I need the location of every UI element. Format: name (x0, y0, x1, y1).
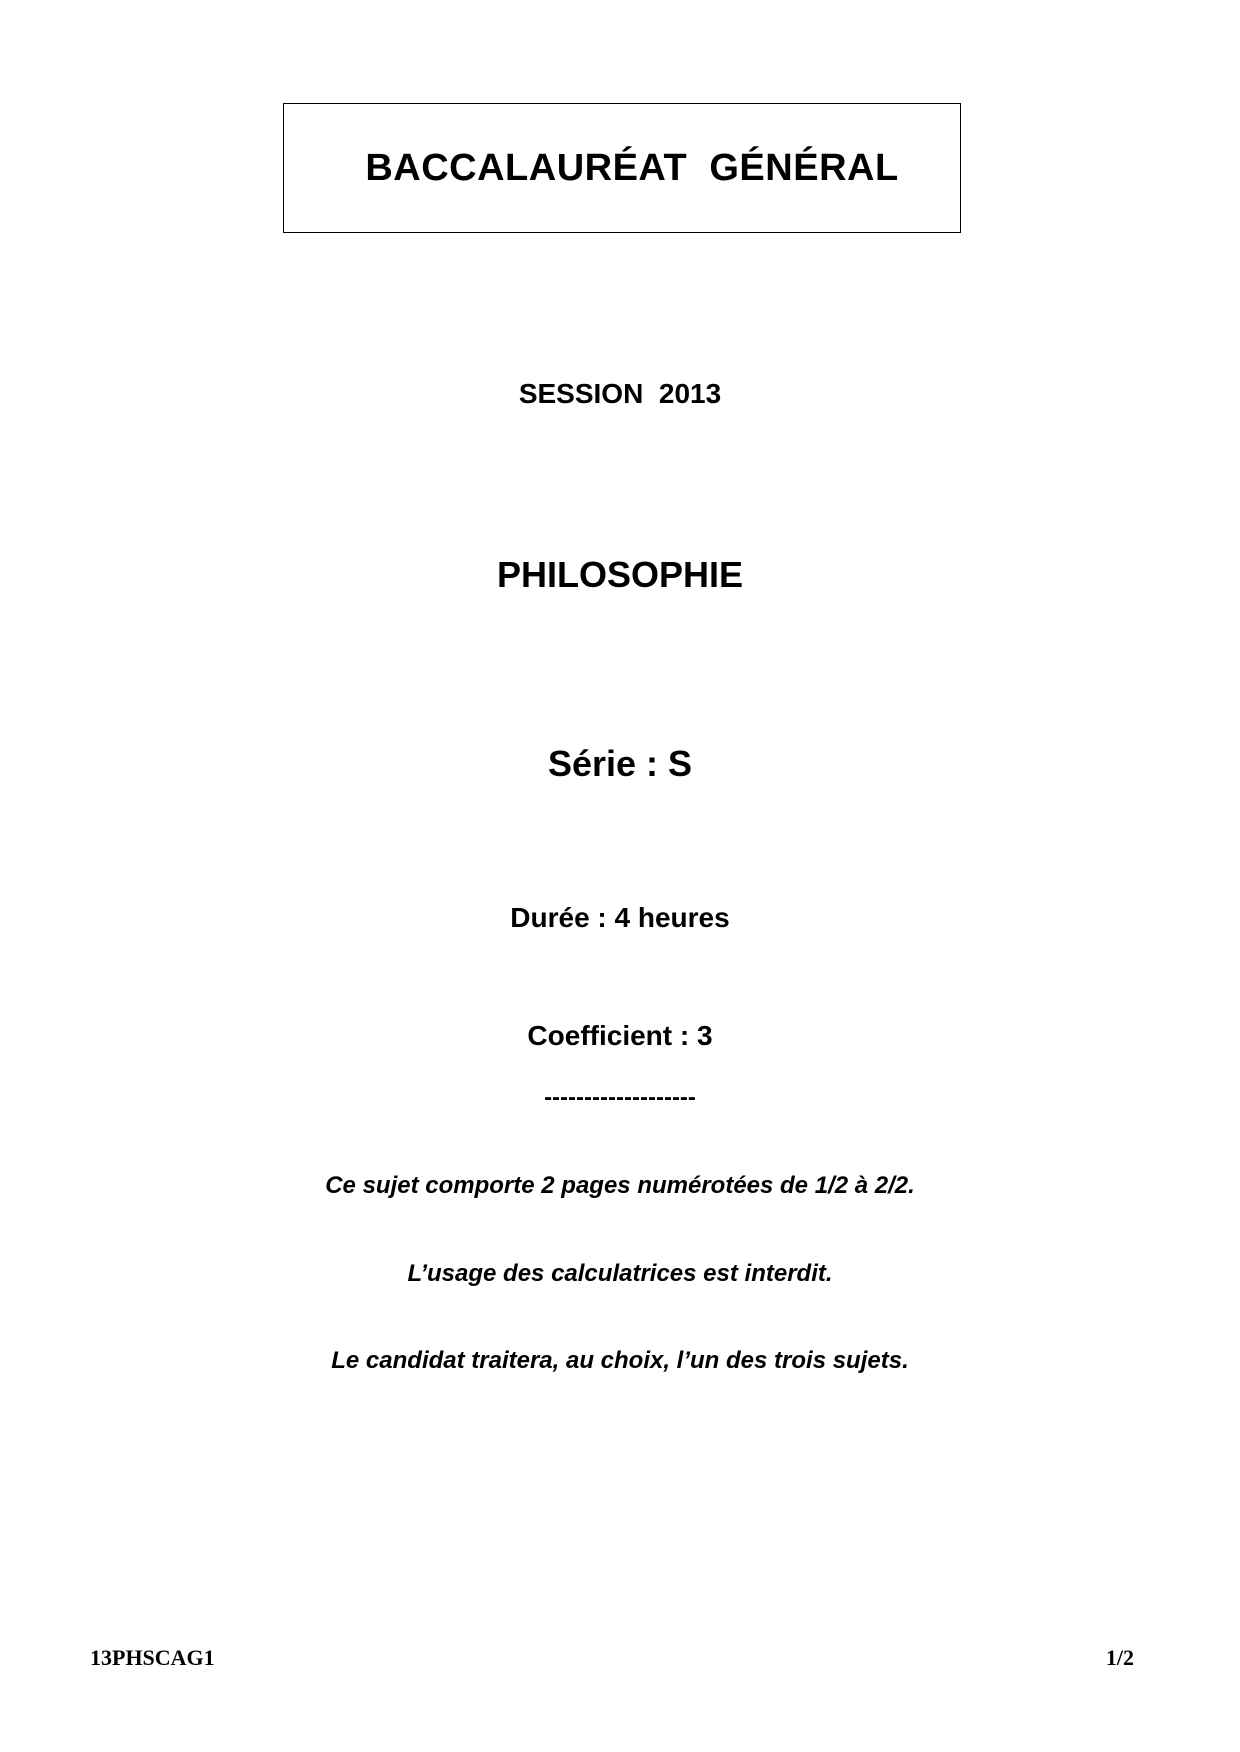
coefficient-label: Coefficient : 3 (527, 1020, 713, 1051)
separator-line: ------------------- (544, 1084, 696, 1111)
instruction-choice: Le candidat traitera, au choix, l’un des trois sujets. (331, 1347, 909, 1374)
serie-label: Série : S (547, 743, 693, 784)
subject-label: PHILOSOPHIE (496, 554, 744, 595)
session-label: SESSION 2013 (518, 378, 722, 409)
footer-page-number: 1/2 (1105, 1645, 1134, 1670)
instruction-calculators: L’usage des calculatrices est interdit. (407, 1260, 833, 1287)
duration-label: Durée : 4 heures (510, 902, 730, 933)
exam-title: BACCALAURÉAT GÉNÉRAL (365, 146, 899, 189)
title-box (283, 103, 961, 233)
footer-exam-code: 13PHSCAG1 (90, 1645, 215, 1670)
instruction-pages: Ce sujet comporte 2 pages numérotées de 1/2 à 2/2. (325, 1172, 915, 1199)
